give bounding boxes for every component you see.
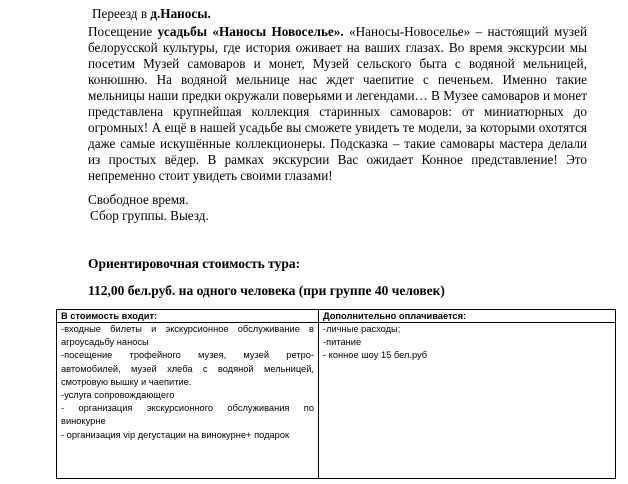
description-lead: Посещение [88, 24, 158, 39]
included-item: - организация vip дегустации на винокурне+ подарок [61, 429, 290, 440]
excursion-description [88, 24, 587, 184]
estate-name: усадьбы «Наносы Новоселье». [157, 24, 344, 39]
included-item: -услуга сопровождающего [61, 390, 175, 401]
departure-line: Сбор группы. Выезд. [90, 208, 209, 223]
transfer-place: д.Наносы. [150, 6, 211, 21]
table-header-row [57, 310, 616, 323]
table-body-row [57, 323, 616, 479]
included-item: - организация экскурсионного обслуживания по винокурне [61, 403, 314, 427]
included-cell [57, 323, 319, 479]
included-item: -входные билеты и экскурсионное обслуживание в агроусадьбу наносы [61, 324, 314, 348]
transfer-line [92, 6, 211, 22]
extra-cell [319, 323, 616, 479]
included-item: -посещение трофейного музея, музей ретро-автомобилей, музей хлеба с водяной мельницей, смотровую вышку и чаепитие. [61, 350, 314, 387]
description-body: «Наносы-Новоселье» – настоящий музей белорусской культуры, где история оживает на ваших глазах. Во время экскурсии мы посетим Музей самоваров и монет, Музей сельского быта с водяной мельницей, конюшню. На водяной мельнице нас ждет чаепитие с печеньем. Именно такие мельницы наши предки окружали поверьями и легендами… В Музее самоваров и монет представлена крупнейшая коллекция старинных самоваров: от миниатюрных до огромных! А ещё в нашей усадьбе вы сможете увидеть те модели, за которыми охотятся даже самые искушённые коллекционеры. Подсказка – такие самовары мастера делали из простых вёдер. В рамках экскурсии Вас ожидает Конное представление! Это непременно стоит увидеть своими глазами! [88, 24, 587, 184]
extra-header: Дополнительно оплачивается: [319, 310, 616, 323]
price-table [56, 309, 616, 479]
free-time-line: Свободное время. [88, 192, 189, 207]
included-header: В стоимость входит: [57, 310, 319, 323]
extra-item: -личные расходы; [323, 324, 401, 334]
transfer-prefix: Переезд в [92, 6, 151, 21]
extra-item: - конное шоу 15 бел.руб [323, 350, 428, 361]
extra-item: -питание [323, 337, 362, 348]
cost-heading: Ориентировочная стоимость тура: [88, 256, 301, 271]
cost-price: 112,00 бел.руб. на одного человека (при группе 40 человек) [88, 283, 445, 298]
